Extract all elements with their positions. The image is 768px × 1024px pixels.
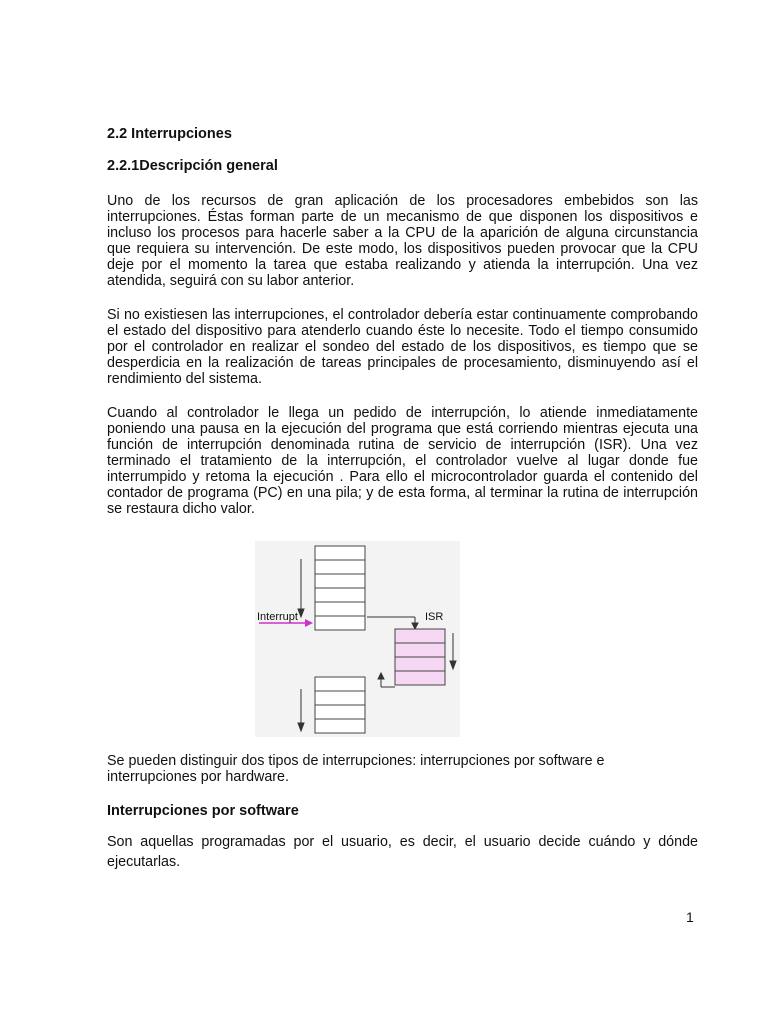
paragraph-types: Se pueden distinguir dos tipos de interrupciones: interrupciones por software e interrupciones por hardware. bbox=[107, 753, 605, 785]
paragraph-polling: Si no existiesen las interrupciones, el controlador debería estar continuamente comprobando el estado del dispositivo para atenderlo cuando éste lo necesite. Todo el tiempo consumido por el controlador en realizar el sondeo del estado de los dispositivos, es tiempo que se desperdicia en la realización de tareas principales de procesamiento, disminuyendo así el rendimiento del sistema. bbox=[107, 307, 698, 387]
interrupt-label: Interrupt bbox=[257, 611, 298, 623]
paragraph-isr: Cuando al controlador le llega un pedido de interrupción, lo atiende inmediatamente poniendo una pausa en la ejecución del programa que está corriendo mientras ejecuta una función de interrupción denominada rutina de servicio de interrupción (ISR). Una vez terminado el tratamiento de la interrupción, el controlador vuelve al lugar donde fue interrumpido y retoma la ejecución . Para ello el microcontrolador guarda el contenido del contador de programa (PC) en una pila; y de esta forma, al terminar la rutina de interrupción se restaura dicho valor. bbox=[107, 405, 698, 517]
resumed-program-stack bbox=[315, 677, 365, 733]
subsection-heading: 2.2.1Descripción general bbox=[107, 158, 278, 174]
paragraph-intro: Uno de los recursos de gran aplicación de los procesadores embebidos son las interrupciones. Éstas forman parte de un mecanismo de que disponen los dispositivos e incluso los procesos para hacerle saber a la CPU de la aparición de alguna circunstancia que requiera su intervención. De este modo, los dispositivos pueden provocar que la CPU deje por el momento la tarea que estaba realizando y atienda la interrupción. Una vez atendida, seguirá con su labor anterior. bbox=[107, 193, 698, 289]
program-flow-arrow bbox=[298, 559, 304, 617]
main-program-stack bbox=[315, 546, 365, 630]
interrupt-diagram bbox=[255, 541, 460, 737]
section-heading: 2.2 Interrupciones bbox=[107, 126, 232, 142]
jump-to-isr-arrow bbox=[367, 617, 418, 629]
interrupt-diagram-svg bbox=[255, 541, 460, 737]
isr-flow-arrow bbox=[450, 633, 456, 669]
software-heading: Interrupciones por software bbox=[107, 803, 299, 819]
return-arrow bbox=[378, 673, 395, 687]
page-number: 1 bbox=[686, 909, 694, 925]
isr-label: ISR bbox=[425, 611, 444, 623]
isr-stack bbox=[395, 629, 445, 685]
paragraph-software: Son aquellas programadas por el usuario, es decir, el usuario decide cuándo y dónde ejecutarlas. bbox=[107, 834, 698, 870]
resume-flow-arrow bbox=[298, 689, 304, 731]
